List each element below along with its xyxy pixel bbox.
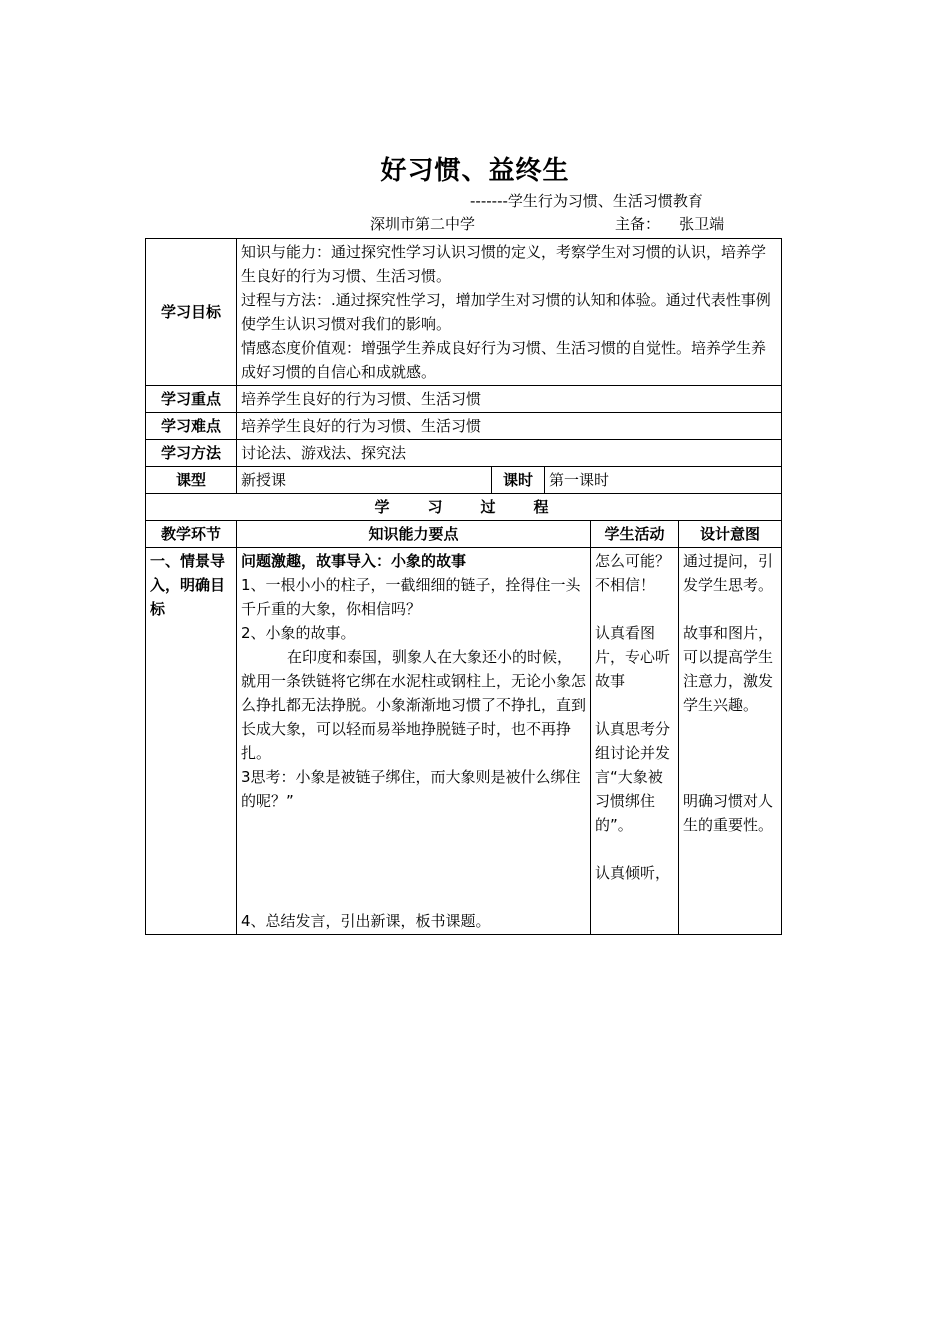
method-row [146,440,782,467]
intent-i1: 通过提问，引发学生思考。 [683,552,774,594]
activity-spacer-3 [595,837,674,861]
process-header-row [146,494,782,521]
objective-process: 过程与方法：.通过探究性学习，增加学生对习惯的认知和体验。通过代表性事例使学生认识习惯对我们的影响。 [241,291,771,333]
lesson-hours-value: 第一课时 [545,467,782,494]
objectives-row [146,239,782,386]
activity-a2: 认真看图片，专心听故事 [595,624,671,690]
host-teacher: 主备： 张卫端 [615,215,725,233]
intent-spacer-1 [683,597,777,621]
intent-cell [679,548,782,935]
method-label: 学习方法 [146,440,237,467]
lesson-type-value: 新授课 [237,467,492,494]
points-story: 在印度和泰国，驯象人在大象还小的时候，就用一条铁链将它绑在水泥柱或钢柱上，无论小象怎么挣扎都无法挣脱。小象渐渐地习惯了不挣扎，直到长成大象，可以轻而易举地挣脱链子时，也不再挣扎。 [241,648,587,762]
objectives-label: 学习目标 [146,239,237,386]
activity-a4: 认真倾听， [595,864,671,882]
process-header: 学习过程 [146,494,782,521]
document-title: 好习惯、益终生 [380,156,570,186]
points-spacer [241,813,586,909]
activity-a3: 认真思考分组讨论并发言“大象被习惯绑住的”。 [595,720,671,834]
process-row-1 [146,548,782,935]
intent-spacer-2 [683,717,777,789]
column-header-row [146,521,782,548]
activity-spacer-2 [595,693,674,717]
document-subtitle: -------学生行为习惯、生活习惯教育 [470,192,703,210]
key-point-value: 培养学生良好的行为习惯、生活习惯 [237,386,782,413]
activity-a1: 怎么可能？不相信！ [595,552,671,594]
key-point-label: 学习重点 [146,386,237,413]
lesson-hours-label: 课时 [492,467,545,494]
objective-knowledge: 知识与能力：通过探究性学习认识习惯的定义，考察学生对习惯的认识，培养学生良好的行为习惯、生活习惯。 [241,243,767,285]
key-point-row [146,386,782,413]
points-q3: 3思考：小象是被链子绑住，而大象则是被什么绑住的呢？” [241,768,581,810]
points-q1: 1、一根小小的柱子，一截细细的链子，拴得住一头千斤重的大象，你相信吗？ [241,576,581,618]
activity-cell [591,548,679,935]
lesson-type-row [146,467,782,494]
points-cell [237,548,591,935]
method-value: 讨论法、游戏法、探究法 [237,440,782,467]
col-points-header: 知识能力要点 [237,521,591,548]
activity-spacer-1 [595,597,674,621]
col-activity-header: 学生活动 [591,521,679,548]
objectives-content [237,239,782,386]
points-heading: 问题激趣，故事导入：小象的故事 [241,552,467,570]
intent-i2: 故事和图片，可以提高学生注意力，激发学生兴趣。 [683,624,774,714]
points-q2: 2、小象的故事。 [241,624,356,642]
points-q4: 4、总结发言，引出新课，板书课题。 [241,912,491,930]
lesson-plan-table [145,238,782,935]
col-stage-header: 教学环节 [146,521,237,548]
difficulty-label: 学习难点 [146,413,237,440]
objective-emotion: 情感态度价值观：增强学生养成良好行为习惯、生活习惯的自觉性。培养学生养成好习惯的自信心和成就感。 [241,339,767,381]
difficulty-row [146,413,782,440]
stage-cell: 一、情景导入，明确目标 [146,548,237,935]
school-name: 深圳市第二中学 [370,215,476,233]
lesson-type-label: 课型 [146,467,237,494]
intent-i3: 明确习惯对人生的重要性。 [683,792,774,834]
col-intent-header: 设计意图 [679,521,782,548]
difficulty-value: 培养学生良好的行为习惯、生活习惯 [237,413,782,440]
